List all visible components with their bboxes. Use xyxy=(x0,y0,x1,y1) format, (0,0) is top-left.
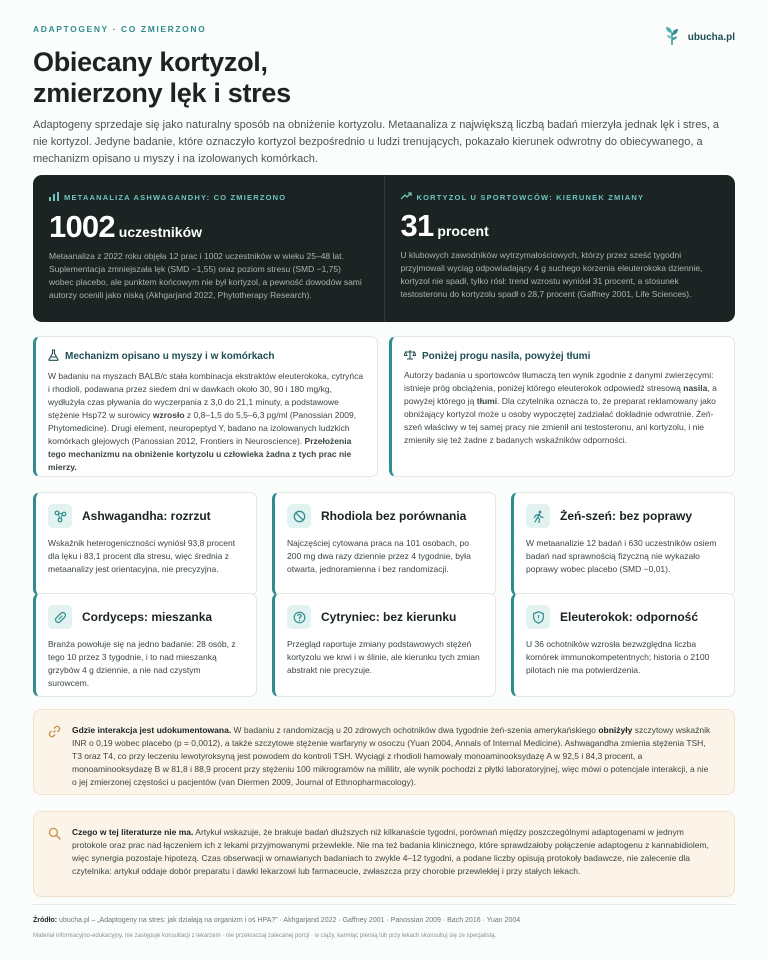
note-text: Gdzie interakcja jest udokumentowana. W badaniu z randomizacją u 20 zdrowych ochotników dwa tygodnie żeń-szenia amerykańskiego obniżyły szczytowy wskaźnik INR o 0,19 wobec placebo (p = 0,0012), a także szczytowe stężenie warfaryny w osoczu (Yuan 2004, Annals of Internal Medicine). Ashwagandha zmienia stężenia TSH, T3 oraz T4, co przy leczeniu lewotyroksyną jest powodem do kontroli TSH. Wyciągi z rhodioli hamowały monoaminooksydazę A w 92,5 i 84,3 procent, a monoaminooksydazę B w 81,8 i 88,9 procent przy stężeniu 100 mikrogramów na mililitr, ale wynik pochodzi z płytki laboratoryjnej, więc mówi o potencjale interakcji, a nie o jej zmierzonej częstości u pacjentów (van Diermen 2009, Journal of Ethnopharmacology). xyxy=(72,725,711,787)
stat-value xyxy=(49,209,368,245)
gaps-note xyxy=(33,811,735,897)
stat-value xyxy=(401,208,720,244)
logo-text: ubucha.pl xyxy=(687,32,735,43)
card-title: Mechanizm opisano u myszy i w komórkach xyxy=(48,349,365,364)
card-rhodiola xyxy=(272,492,496,596)
card-text: Branża powołuje się na jedno badanie: 28 osób, z tego 10 przez 3 tygodnie, i to nad mieszanką grzybów 4 g dziennie, a nie nad czystym surowcem. xyxy=(48,639,236,688)
stat-description: Metaanaliza z 2022 roku objęła 12 prac i 1002 uczestników w wieku 25–48 lat. Suplementacja zmniejszała lęk (SMD −1,55) oraz poziom stresu (SMD −1,75) wobec placebo, ale punktem końcowym nie był kortyzol, a pewność dowodów sami autorzy ocenili jako niską (Akhgarjand 2022, Phytotherapy Research). xyxy=(49,251,362,300)
stat-cortisol xyxy=(384,175,736,322)
card-title: Cytryniec: bez kierunku xyxy=(321,610,457,624)
card-title: Cordyceps: mieszanka xyxy=(82,610,213,624)
stats-band xyxy=(33,175,735,322)
logo[interactable] xyxy=(662,24,735,51)
threshold-card xyxy=(389,336,735,477)
eyebrow: ADAPTOGENY · CO ZMIERZONO xyxy=(33,24,207,34)
flask-icon xyxy=(48,349,59,364)
card-text: Przegląd raportuje zmiany podstawowych stężeń kortyzolu we krwi i w ślinie, ale kierunku tych zmian abstrakt nie precyzuje. xyxy=(287,639,480,675)
footer xyxy=(33,904,735,939)
stat-description: U klubowych zawodników wytrzymałościowych, którzy przez sześć tygodni przyjmowali wyciąg odpowiadający 4 g suchego korzenia eleuterokoka dziennie, kortyzol nie spadł, tylko rósł: trend wzrostu wyniósł 31 procent, a stosunek testosteronu do kortyzolu spadł o 28,7 procent (Gaffney 2001, Life Sciences). xyxy=(400,250,703,299)
card-text: U 36 ochotników wzrosła bezwzględna liczba komórek immunokompetentnych; historia o 2100 pilotach nie ma potwierdzenia. xyxy=(526,639,710,675)
question-icon xyxy=(287,605,311,629)
stat-metaanalysis xyxy=(33,175,384,322)
interaction-note xyxy=(33,709,735,795)
title-line-2: zmierzony lęk i stres xyxy=(33,78,291,108)
card-title: Poniżej progu nasila, powyżej tłumi xyxy=(404,349,722,363)
card-text: W badaniu na myszach BALB/c stała kombinacja ekstraktów eleuterokoka, cytryńca i rhodioli, podawana przez siedem dni w dawkach około 30, 90 i 180 mg/kg, wydłużyła czas pływania do wyczerpania z 3,0 do 21,1 minuty, a podstawowe stężenie Hsp72 w surowicy wzrosło z 0,8–1,5 do 5,5–6,3 pg/ml (Panossian 2009, Phytomedicine). Drugi element, neuropeptyd Y, badano na izolowanych ludzkich komórkach glejowych (Panossian 2012, Frontiers in Neuroscience). Przełożenia tego mechanizmu na obniżenie kortyzolu u człowieka żadna z tych prac nie mierzy. xyxy=(48,371,364,472)
trend-up-icon xyxy=(401,192,412,202)
card-text: Wskaźnik heterogeniczności wyniósł 93,8 procent dla lęku i 83,1 procent dla stresu, więc średnia z metaanalizy jest orientacyjna, nie precyzyjna. xyxy=(48,538,236,574)
card-title: Żeń-szeń: bez poprawy xyxy=(560,509,693,523)
card-text: Najczęściej cytowana praca na 101 osobach, po 200 mg dwa razy dziennie przez 4 tygodnie, była otwarta, jednoramienna i bez randomizacji. xyxy=(287,538,471,574)
card-ashwagandha xyxy=(33,492,257,596)
card-title: Rhodiola bez porównania xyxy=(321,509,467,523)
card-ginseng xyxy=(511,492,735,596)
stat-number: 1002 xyxy=(49,209,115,244)
capsule-icon xyxy=(48,605,72,629)
shield-icon xyxy=(526,605,550,629)
stat-unit: procent xyxy=(437,223,489,239)
nodes-icon xyxy=(48,504,72,528)
card-title: Ashwagandha: rozrzut xyxy=(82,509,211,523)
card-text: Autorzy badania u sportowców tłumaczą ten wynik zgodnie z danymi zwierzęcymi: istnieje próg obciążenia, poniżej którego eleuterokok odpowiedź stresową nasila, a powyżej którego ją tłumi. Dla czytelnika oznacza to, że preparat reklamowany jako obniżający kortyzol może u osoby wypoczętej zadziałać dokładnie odwrotnie. Żeń-szeń właściwy w tej samej pracy nie zmienił ani testosteronu, ani kortyzolu, i nie zmieniły się też żadne z badanych wskaźników odporności. xyxy=(404,370,717,445)
note-text: Czego w tej literaturze nie ma. Artykuł wskazuje, że brakuje badań dłuższych niż kilkanaście tygodni, porównań między poszczególnymi adaptogenami w jednym protokole oraz prac nad łączeniem ich z lekami przyjmowanymi przewlekle. Nie ma też badania klinicznego, które sprawdzałoby połączenie adaptogenu z kannabidiolem, więc synergia pozostaje hipotezą. Czas obserwacji w omawianych badaniach to zwykle 4–12 tygodni, a podane liczby opisują protokoły badawcze, nie zalecenie dla czytelnika: artykuł oddaje dobór preparatu i dawki lekarzowi lub farmaceucie, zwłaszcza przy chorobie przewlekłej i przy stałych lekach. xyxy=(72,827,709,876)
stat-label: METAANALIZA ASHWAGANDHY: CO ZMIERZONO xyxy=(49,192,368,203)
title-line-1: Obiecany kortyzol, xyxy=(33,47,268,77)
runner-icon xyxy=(526,504,550,528)
card-title: Eleuterokok: odporność xyxy=(560,610,699,624)
scale-icon xyxy=(404,349,416,363)
stat-label: KORTYZOL U SPORTOWCÓW: KIERUNEK ZMIANY xyxy=(401,192,720,202)
stat-unit: uczestników xyxy=(118,224,203,240)
card-text: W metaanalizie 12 badań i 630 uczestników osiem badań nad sprawnością fizyczną nie wykazało poprawy wobec placebo (SMD −0,01). xyxy=(526,538,717,574)
ban-icon xyxy=(287,504,311,528)
magnifier-icon xyxy=(48,826,62,896)
source-line: Źródło: ubucha.pl – „Adaptogeny na stres: jak działają na organizm i oś HPA?” · Akhgarjand 2022 · Gaffney 2001 · Panossian 2009 · Bach 2016 · Yuan 2004 xyxy=(33,917,521,924)
card-cordyceps xyxy=(33,593,257,697)
bars-icon xyxy=(49,192,59,203)
header xyxy=(33,24,735,168)
card-eleuthero xyxy=(511,593,735,697)
lead-paragraph: Adaptogeny sprzedaje się jako naturalny sposób na obniżenie kortyzolu. Metaanaliza z największą liczbą badań mierzyła jednak lęk i stres, a nie kortyzol. Jedyne badanie, które oznaczyło kortyzol bezpośrednio u ludzi trenujących, pokazało kierunek odwrotny do obiecywanego, a mechanizm opisano u myszy i na izolowanych komórkach. xyxy=(33,119,720,165)
page-title xyxy=(33,47,735,109)
stat-number: 31 xyxy=(400,208,434,243)
mechanism-card xyxy=(33,336,378,477)
link-icon xyxy=(48,724,62,794)
plant-icon xyxy=(662,24,682,51)
card-schisandra xyxy=(272,593,496,697)
disclaimer: Materiał informacyjno-edukacyjny, nie zastępuje konsultacji z lekarzem · nie przekraczaj zalecanej porcji · w ciąży, karmiąc piersią lub przy lekach skonsultuj się ze specjalistą. xyxy=(33,933,497,939)
